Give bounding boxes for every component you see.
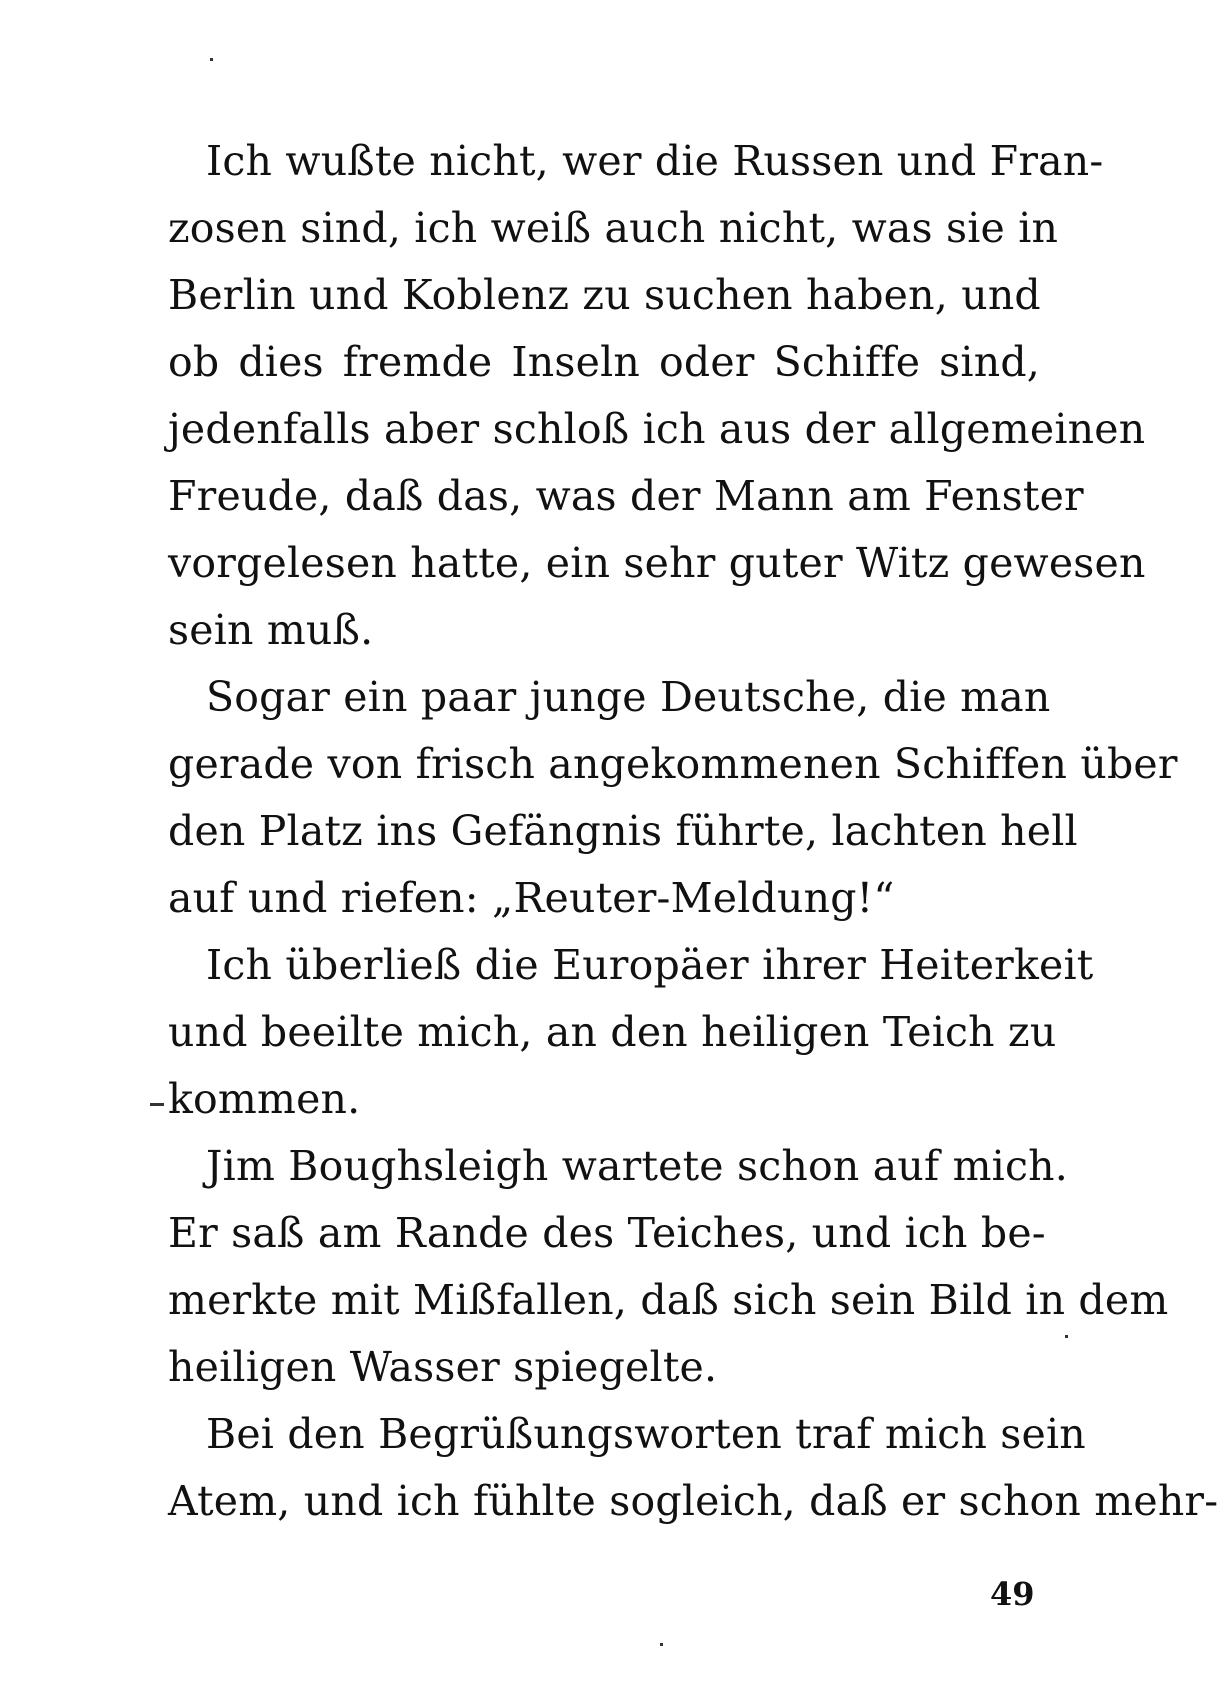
scan-speck xyxy=(210,58,213,61)
text-line: Freude, daß das, was der Mann am Fenster xyxy=(168,472,1084,520)
text-line: Bei den Begrüßungsworten traf mich sein xyxy=(206,1410,1086,1458)
text-line: zosen sind, ich weiß auch nicht, was sie in xyxy=(168,204,1059,252)
text-line: heiligen Wasser spiegelte. xyxy=(168,1343,718,1391)
text-line: den Platz ins Gefängnis führte, lachten hell xyxy=(168,807,1078,855)
text-line: ob dies fremde Inseln oder Schiffe sind, xyxy=(168,338,1040,386)
text-line: jedenfalls aber schloß ich aus der allgemeinen xyxy=(168,405,1146,453)
text-line: auf und riefen: „Reuter-Meldung!“ xyxy=(168,874,895,922)
text-line: Berlin und Koblenz zu suchen haben, und xyxy=(168,271,1041,319)
text-line: vorgelesen hatte, ein sehr guter Witz gewesen xyxy=(168,539,1146,587)
text-line: sein muß. xyxy=(168,606,374,654)
body-text xyxy=(168,128,1218,1535)
scan-speck xyxy=(660,1643,663,1646)
scan-speck xyxy=(1065,1335,1068,1338)
text-line: Atem, und ich fühlte sogleich, daß er schon mehr- xyxy=(168,1477,1218,1525)
page-number: 49 xyxy=(990,1575,1035,1613)
text-line: und beeilte mich, an den heiligen Teich zu xyxy=(168,1008,1057,1056)
text-line: Ich überließ die Europäer ihrer Heiterkeit xyxy=(206,941,1094,989)
scan-speck xyxy=(150,1103,164,1106)
text-line: merkte mit Mißfallen, daß sich sein Bild in dem xyxy=(168,1276,1169,1324)
text-line: Er saß am Rande des Teiches, und ich be- xyxy=(168,1209,1046,1257)
text-line: Sogar ein paar junge Deutsche, die man xyxy=(206,673,1051,721)
text-line: Ich wußte nicht, wer die Russen und Fran- xyxy=(206,137,1104,185)
text-line: gerade von frisch angekommenen Schiffen über xyxy=(168,740,1178,788)
text-line: Jim Boughsleigh wartete schon auf mich. xyxy=(206,1142,1068,1190)
text-line: kommen. xyxy=(168,1075,361,1123)
